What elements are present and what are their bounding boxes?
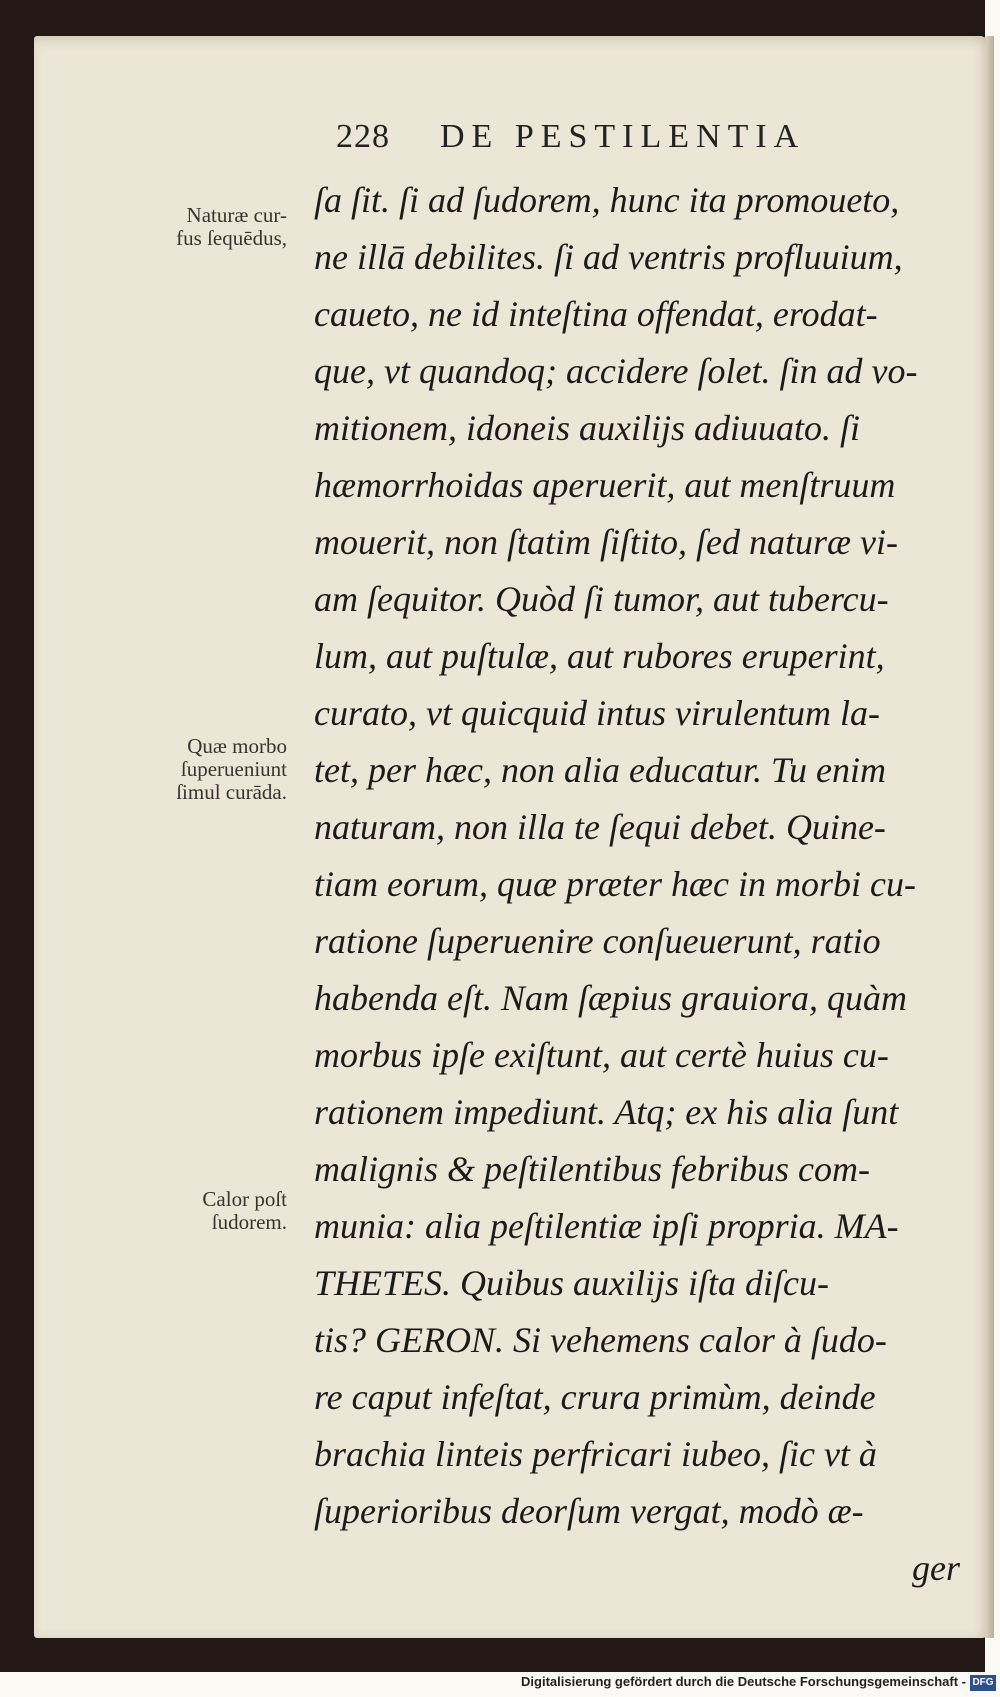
- dfg-logo: DFG: [970, 1675, 996, 1691]
- margin-note: Calor poſt ſudorem.: [202, 1187, 287, 1234]
- margin-note: Quæ morbo ſuperueniunt ſimul curāda.: [176, 734, 287, 804]
- text-line: ſuperioribus deorſum vergat, modò æ-: [314, 1491, 864, 1531]
- running-title: DE PESTILENTIA: [440, 118, 806, 155]
- text-line: ratione ſuperuenire conſueuerunt, ratio: [314, 921, 881, 961]
- text-line: tis? GERON. Si vehemens calor à ſudo-: [314, 1320, 887, 1360]
- footer-credit: Digitalisierung gefördert durch die Deutsche Forschungsgemeinschaft -: [521, 1674, 966, 1689]
- footer-bar: [0, 1672, 1000, 1697]
- text-line: ſa ſit. ſi ad ſudorem, hunc ita promoueto,: [314, 180, 900, 220]
- page-edge: [986, 36, 994, 1638]
- text-line: naturam, non illa te ſequi debet. Quine-: [314, 807, 886, 847]
- text-line: habenda eſt. Nam ſæpius grauiora, quàm: [314, 978, 908, 1018]
- text-line: ne illā debilites. ſi ad ventris profluuium,: [314, 237, 903, 277]
- text-line: tiam eorum, quæ præter hæc in morbi cu-: [314, 864, 916, 904]
- text-line: am ſequitor. Quòd ſi tumor, aut tubercu-: [314, 579, 889, 619]
- text-line: caueto, ne id inteſtina offendat, erodat-: [314, 294, 878, 334]
- text-line: brachia linteis perfricari iubeo, ſic vt à: [314, 1434, 877, 1474]
- text-line: hæmorrhoidas aperuerit, aut menſtruum: [314, 465, 896, 505]
- text-line: rationem impediunt. Atq; ex his alia ſunt: [314, 1092, 899, 1132]
- text-line: THETES. Quibus auxilijs iſta diſcu-: [314, 1263, 830, 1303]
- catchword: ger: [912, 1548, 960, 1588]
- text-line: tet, per hæc, non alia educatur. Tu enim: [314, 750, 886, 790]
- text-line: mitionem, idoneis auxilijs adiuuato. ſi: [314, 408, 860, 448]
- text-line: re caput infeſtat, crura primùm, deinde: [314, 1377, 876, 1417]
- text-line: mouerit, non ſtatim ſiſtito, ſed naturæ vi-: [314, 522, 898, 562]
- text-line: lum, aut puſtulæ, aut rubores eruperint,: [314, 636, 885, 676]
- text-line: curato, vt quicquid intus virulentum la-: [314, 693, 880, 733]
- page-header: [336, 118, 896, 168]
- margin-note: Naturæ cur- fus ſequēdus,: [176, 203, 287, 250]
- text-line: morbus ipſe exiſtunt, aut certè huius cu-: [314, 1035, 889, 1075]
- text-line: munia: alia peſtilentiæ ipſi propria. MA-: [314, 1206, 899, 1246]
- page-number: 228: [336, 118, 390, 155]
- text-line: que, vt quandoq; accidere ſolet. ſin ad vo-: [314, 351, 918, 391]
- text-line: malignis & peſtilentibus febribus com-: [314, 1149, 870, 1189]
